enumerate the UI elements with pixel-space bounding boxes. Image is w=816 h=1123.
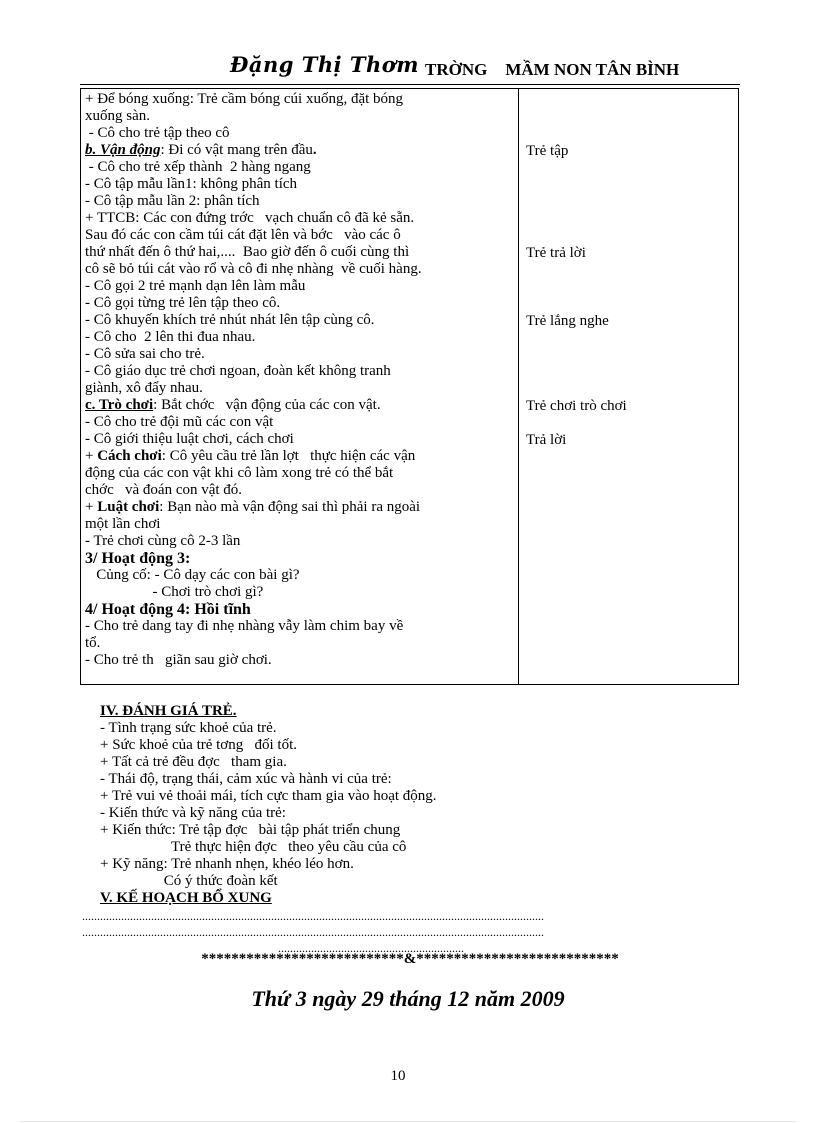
evaluation-line: - Tình trạng sức khoẻ của trẻ. — [100, 720, 277, 736]
dotted-line: .............................................................. — [278, 942, 464, 954]
page-number: 10 — [390, 1068, 406, 1084]
dotted-line: .......................................................................................................................................................... — [82, 910, 544, 922]
lesson-table — [80, 88, 739, 685]
lesson-line: tổ. — [85, 635, 101, 651]
evaluation-line: + Trẻ vui vẻ thoải mái, tích cực tham gia vào hoạt động. — [100, 788, 437, 804]
lesson-line — [85, 142, 515, 159]
school-name — [425, 60, 679, 80]
lesson-line: - Cô gọi 2 trẻ mạnh dạn lên làm mẫu — [85, 278, 306, 294]
lesson-line: - Cô giới thiệu luật chơi, cách chơi — [85, 431, 294, 447]
lesson-line: - Cô tập mẫu lần 2: phân tích — [85, 193, 260, 209]
lesson-date: Thứ 3 ngày 29 tháng 12 năm 2009 — [251, 986, 565, 1011]
lesson-line: chớc và đoán con vật đó. — [85, 482, 243, 498]
child-activity-item: Trẻ lắng nghe — [526, 313, 609, 329]
separator-stars: ***************************&*************************** — [201, 951, 619, 967]
lesson-line — [85, 397, 515, 414]
page-bottom-rule — [20, 1121, 796, 1122]
lesson-line: + TTCB: Các con đứng trớc vạch chuẩn cô đã kẻ sẵn. — [85, 210, 415, 226]
lesson-line-part: : Bạn nào mà vận động sai thì phải ra ngoài — [159, 499, 421, 515]
lesson-line-part: Cách chơi — [97, 448, 162, 464]
page-header — [80, 50, 740, 85]
lesson-line-part: c. Trò chơi — [85, 397, 154, 413]
lesson-line-part: Luật chơi — [97, 499, 160, 515]
lesson-line: - Cô gọi từng trẻ lên tập theo cô. — [85, 295, 281, 311]
evaluation-line: + Kiến thức: Trẻ tập đợc bài tập phát triển chung — [100, 822, 401, 838]
evaluation-line: Có ý thức đoàn kết — [100, 873, 278, 889]
lesson-line: - Cô cho trẻ xếp thành 2 hàng ngang — [85, 159, 311, 175]
lesson-line: - Chơi trò chơi gì? — [85, 584, 264, 600]
evaluation-line: + Kỹ năng: Trẻ nhanh nhẹn, khéo léo hơn. — [100, 856, 354, 872]
lesson-line: - Cho trẻ th giãn sau giờ chơi. — [85, 652, 272, 668]
evaluation-line: - Thái độ, trạng thái, cảm xúc và hành vi của trẻ: — [100, 771, 392, 787]
teacher-signature: Đặng Thị Thơm — [230, 52, 420, 77]
lesson-line-part: : Đi có vật mang trên đầu — [160, 142, 313, 158]
child-activity-item: Trẻ chơi trò chơi — [526, 398, 627, 414]
lesson-line-part: : Bắt chớc vận động của các con vật. — [153, 397, 381, 413]
lesson-line: thứ nhất đến ô thứ hai,.... Bao giờ đến ô cuối cùng thì — [85, 244, 410, 260]
teacher-activity-column — [85, 91, 515, 669]
lesson-line: cô sẽ bỏ túi cát vào rổ và cô đi nhẹ nhàng về cuối hàng. — [85, 261, 422, 277]
child-activity-item: Trẻ tập — [526, 143, 569, 159]
lesson-line: - Cô cho trẻ đội mũ các con vật — [85, 414, 274, 430]
evaluation-line: Trẻ thực hiện đợc theo yêu cầu của cô — [100, 839, 407, 855]
lesson-line: - Cô cho trẻ tập theo cô — [85, 125, 230, 141]
lesson-line: - Cô giáo dục trẻ chơi ngoan, đoàn kết không tranh — [85, 363, 391, 379]
lesson-line: - Cô sửa sai cho trẻ. — [85, 346, 205, 362]
evaluation-section — [100, 703, 660, 907]
plan-title: V. KẾ HOẠCH BỔ XUNG — [100, 890, 272, 906]
lesson-line: - Trẻ chơi cùng cô 2-3 lần — [85, 533, 241, 549]
evaluation-line: - Kiến thức và kỹ năng của trẻ: — [100, 805, 286, 821]
lesson-line: - Cho trẻ dang tay đi nhẹ nhàng vẫy làm chim bay về — [85, 618, 404, 634]
lesson-line — [85, 499, 515, 516]
lesson-line — [85, 448, 515, 465]
child-activity-item: Trả lời — [526, 432, 567, 448]
lesson-line: Củng cố: - Cô dạy các con bài gì? — [85, 567, 300, 583]
lesson-line-part: + — [85, 448, 98, 464]
lesson-line: giành, xô đẩy nhau. — [85, 380, 203, 396]
lesson-line: - Cô tập mẫu lần1: không phân tích — [85, 176, 298, 192]
lesson-line: động của các con vật khi cô làm xong trẻ có thể bắt — [85, 465, 394, 481]
lesson-line: + Để bóng xuống: Trẻ cầm bóng cúi xuống, đặt bóng — [85, 91, 404, 107]
lesson-line: xuống sàn. — [85, 108, 150, 124]
lesson-line: Sau đó các con cầm túi cát đặt lên và bớc vào các ô — [85, 227, 401, 243]
school-name-part2: MẦM NON TÂN BÌNH — [505, 60, 680, 79]
child-activity-item: Trẻ trả lời — [526, 245, 586, 261]
evaluation-title: IV. ĐÁNH GIÁ TRẺ. — [100, 703, 237, 719]
lesson-line-part: : Cô yêu cầu trẻ lần lợt thực hiện các vận — [161, 448, 416, 464]
lesson-line: một lần chơi — [85, 516, 161, 532]
lesson-line: - Cô cho 2 lên thi đua nhau. — [85, 329, 256, 345]
lesson-line-part: b. Vận động — [85, 142, 161, 158]
lesson-line: - Cô khuyến khích trẻ nhút nhát lên tập cùng cô. — [85, 312, 375, 328]
column-divider — [518, 89, 519, 684]
dotted-line: .......................................................................................................................................................... — [82, 926, 544, 938]
lesson-line-part: + — [85, 499, 98, 515]
evaluation-line: + Tất cả trẻ đều đợc tham gia. — [100, 754, 287, 770]
lesson-line: 4/ Hoạt động 4: Hồi tĩnh — [85, 601, 251, 618]
lesson-line-part: . — [312, 142, 317, 158]
evaluation-line: + Sức khoẻ của trẻ tơng đối tốt. — [100, 737, 297, 753]
lesson-line: 3/ Hoạt động 3: — [85, 550, 191, 567]
school-name-part1: TRỜNG — [425, 60, 488, 79]
